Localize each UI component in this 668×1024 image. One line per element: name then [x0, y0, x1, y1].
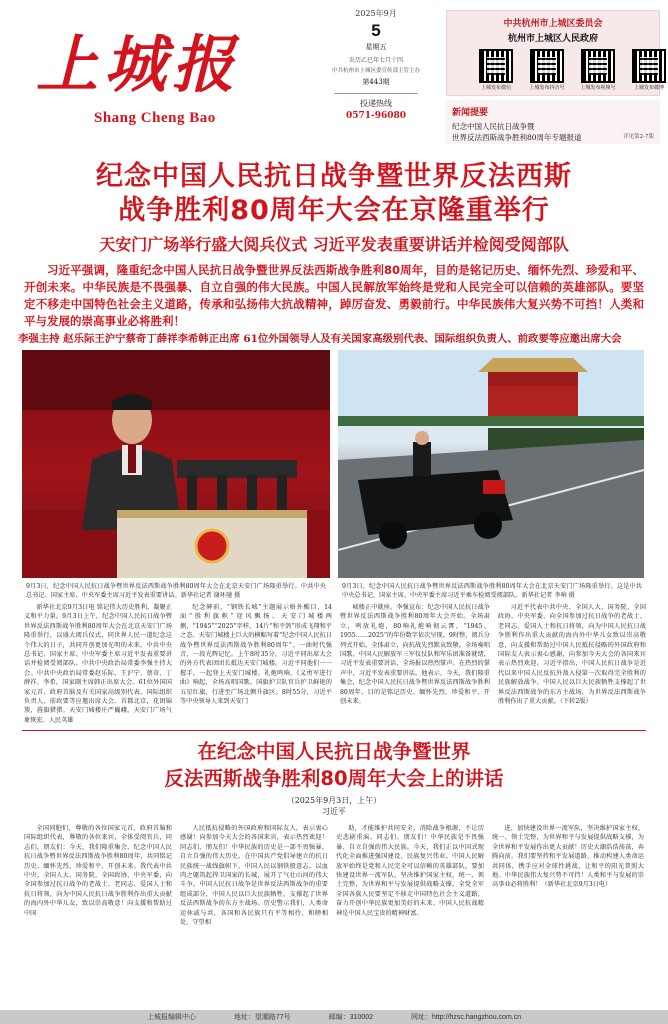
sub-headline: 天安门广场举行盛大阅兵仪式 习近平发表重要讲话并检阅受阅部队: [99, 235, 569, 254]
qr-caption: 上城发布微博: [633, 85, 664, 91]
speech-date: （2025年9月3日，上午）: [286, 796, 382, 805]
qr-item[interactable]: [530, 49, 567, 91]
qr-caption: 上城发布微信: [480, 85, 511, 91]
qr-caption: 上城发布视频号: [580, 85, 616, 91]
news-brief-box: [446, 100, 660, 144]
article-column-4: 习近平代表中共中央、全国人大、国务院、全国政协、中央军委，向全国参加过抗日战争的老战士、老同志、爱国人士和抗日将领，向为中国人民抗日战争胜利作出重大贡献的海内外中华儿女致以崇高敬意，向支援和帮助过中国人民抵抗侵略的外国政府和国际友人表示衷心感谢，向参加今天大会的各国来宾表示热烈欢迎。习近平指出，中国人民抗日战争是近代以来中国人民反抗外敌入侵第一次取得完全胜利的民族解放战争。中国人民以巨大民族牺牲支撑起了世界反法西斯战争的东方主战场，为世界反法西斯战争胜利作出了重大贡献。（下转2版）: [498, 604, 646, 706]
qr-caption: 上城发布抖音号: [529, 85, 565, 91]
news-brief-tag: 新闻提要: [452, 108, 489, 118]
date-divider: [334, 93, 418, 94]
photo-caption-1: 9月3日，纪念中国人民抗日战争暨世界反法西斯战争胜利80周年大会在北京天安门广场隆重举行。中共中央总书记、国家主席、中央军委主席习近平发表重要讲话。新华社记者 谢环驰 摄: [26, 583, 326, 599]
lunar-date: 农历乙巳年七月十四: [348, 57, 403, 64]
attendees-line: 李强主持 赵乐际王沪宁蔡奇丁薛祥李希韩正出席 61位外国领导人及有关国家高级别代表、国际组织负责人、前政要等应邀出席大会: [18, 333, 622, 345]
article-column-3: 城楼正中就座。李强宣布：纪念中国人民抗日战争暨世界反法西斯战争胜利80周年大会开始。全场肃立，鸣放礼炮，80响礼炮响彻云霄，“1945、1955……2025”的年份数字依次呈现。9时整，阅兵分列式开始。全体肃立，向抗战先烈默哀致敬。全场奏唱国歌。中国人民解放军三军仪仗队和军乐团准备就绪，习近平发表重要讲话，全场报以热烈掌声。在热烈的掌声中，习近平发表重要讲话。他表示，今天，我们隆重集会，纪念中国人民抗日战争暨世界反法西斯战争胜利80周年，目的是铭记历史、缅怀先烈、珍爱和平、开创未来。: [340, 604, 490, 706]
date-block: [322, 8, 430, 136]
speech-column-4: 进，加快建设世界一流军队，坚决维护国家主权、统一、领土完整，为世界和平与发展提供战略支撑，为全世界和平发展作出更大贡献！历史大潮浩浩荡荡，奔腾向前。我们要坚持和平发展道路，推动构建人类命运共同体，携手应对全球性挑战，让和平的阳光普照大地。中华民族伟大复兴势不可挡！人类和平与发展的崇高事业必将胜利！（新华社北京9月3日电）: [492, 825, 644, 889]
sponsor-box: [446, 10, 664, 96]
speech-headline-line-2: 反法西斯战争胜利80周年大会上的讲话: [164, 767, 504, 790]
hotline-label: 投递热线: [360, 99, 392, 108]
sponsor-line-2: 杭州市上城区人民政府: [507, 34, 598, 44]
year-month: 2025年9月: [355, 9, 397, 18]
logo-chinese: 上城报: [36, 28, 241, 101]
speech-headline-line-1: 在纪念中国人民抗日战争暨世界: [197, 740, 471, 763]
newspaper-logo: [36, 26, 246, 141]
footer-postcode: 邮编：310002: [328, 1014, 374, 1021]
logo-english: Shang Cheng Bao: [94, 110, 216, 126]
photo-parade-illustration: [338, 350, 644, 578]
weekday: 星期五: [365, 43, 387, 51]
publisher: 中共杭州市上城区委宣传部主管主办: [331, 68, 420, 74]
speech-column-2: 人民抵抗侵略的外国政府和国际友人，表示衷心感谢！向参加今天大会的各国来宾，表示热烈欢迎！同志们、朋友们！中华民族的历史是一部不畏强暴、自立自强的伟大历史。在中国共产党倡导建立的抗日民族统一战线旗帜下，中国人民以钢铁般意志，以血肉之躯筑起捍卫国家的长城，展开了气壮山河的伟大斗争。中国人民抗日战争是世界反法西斯战争的重要组成部分，中国人民以巨大民族牺牲，支撑起了世界反法西斯战争的东方主战场。历史警示我们，人类命运休戚与共，各国和各民族只有平等相待、和睦相处、守望相: [180, 825, 328, 927]
footer-website[interactable]: 网址：http://hzsc.hangzhou.com.cn: [411, 1014, 522, 1021]
qr-code-icon[interactable]: [581, 49, 615, 83]
speech-column-1: 全国同胞们，尊敬的各位国家元首、政府首脑和国际组织代表，尊敬的各位来宾，全体受阅官兵，同志们，朋友们：今天，我们隆重集会，纪念中国人民抗日战争暨世界反法西斯战争胜利80周年，共同铭记历史、缅怀先烈、珍爱和平、开创未来。我代表中共中央、全国人大、国务院、全国政协、中央军委，向全国参加过抗日战争的老战士、老同志、爱国人士和抗日将领，向为中国人民抗日战争胜利作出重大贡献的海内外中华儿女，致以崇高敬意！向支援和帮助过中国: [24, 825, 172, 917]
photo-parade: [338, 350, 644, 578]
speech-column-3: 助，才能维护共同安全，消除战争根源，不让历史悲剧重演。同志们、朋友们！中华民族是不畏强暴、自立自强的伟大民族。今天，我们正以中国式现代化全面推进强国建设、民族复兴伟业。中国人民解放军始终是党和人民完全可以信赖的英雄部队，要加快建设世界一流军队，坚决维护国家主权、统一、领土完整，为世界和平与发展提供战略支撑。全党全军全国各族人民要坚定不移走中国特色社会主义道路，奋力开创中华民族更加美好的未来。中国人民抗战精神是中国人民宝贵的精神财富。: [336, 825, 484, 917]
speech-author: 习近平: [322, 807, 346, 816]
footer-editor: 上城报编辑中心: [146, 1014, 196, 1021]
qr-code-icon[interactable]: [530, 49, 564, 83]
qr-item[interactable]: [581, 49, 618, 91]
article-column-2: 纪念碑前，“钢铁长城”主题展示格外醒目，14面“胜利旗帜”迎风飘扬。天安门城楼两侧，“1945”“2025”字样，14片“和平鸽”形成飞翔和平之态。天安门城楼上巨大的横幅写着“纪念中国人民抗日战争暨世界反法西斯战争胜利80周年”。一曲时代强音，一段光辉记忆。上午8时35分，习近平同出席大会的外方代表团团长抵达天安门城楼。习近平同他们一一握手，一起登上天安门城楼。礼炮鸣响，《义勇军进行曲》响起，全场高唱国歌。国旗护卫队官兵护卫鲜艳的五星红旗，行进至广场北侧升旗区。8时55分，习近平等中央领导人来到天安门: [180, 604, 332, 706]
news-brief-see-page[interactable]: 详见第2-7版: [623, 134, 654, 140]
masthead: [0, 0, 668, 150]
sponsor-line-1: 中共杭州市上城区委员会: [503, 19, 603, 29]
news-brief-item[interactable]: 世界反法西斯战争胜利80周年专题报道: [452, 133, 582, 142]
day-number: 5: [371, 21, 381, 40]
section-divider: [22, 730, 646, 731]
speech-headline: [0, 738, 668, 792]
photo-speech-illustration: [22, 350, 330, 578]
photo-speech: [22, 350, 330, 578]
main-headline-line-2: 战争胜利80周年大会在京隆重举行: [118, 195, 550, 226]
photo-caption-2: 9月3日，纪念中国人民抗日战争暨世界反法西斯战争胜利80周年大会在北京天安门广场隆重举行。这是中共中央总书记、国家主席、中央军委主席习近平乘车检阅受阅部队。新华社记者 李响 摄: [342, 583, 642, 599]
qr-item[interactable]: [632, 49, 668, 91]
qr-code-icon[interactable]: [632, 49, 666, 83]
footer-bar: [0, 1010, 668, 1024]
footer-address: 地址：望潮路77号: [233, 1014, 291, 1021]
issue-number: 第443期: [362, 78, 390, 86]
qr-item[interactable]: [479, 49, 516, 91]
lead-paragraph: 习近平强调，隆重纪念中国人民抗日战争暨世界反法西斯战争胜利80周年，目的是铭记历史、缅怀先烈、珍爱和平、开创未来。中华民族是不畏强暴、自立自强的伟大民族。中国人民解放军始终是党和人民完全可以信赖的英雄部队。要坚定不移走中国特色社会主义道路，传承和弘扬伟大抗战精神，踔厉奋发、勇毅前行。中华民族伟大复兴势不可挡！人类和平与发展的崇高事业必将胜利！: [24, 263, 644, 328]
main-headline-line-1: 纪念中国人民抗日战争暨世界反法西斯: [96, 161, 572, 192]
article-column-1: 新华社北京9月3日电 铭记伟大历史胜利，凝聚正义和平力量。9月3日上午，纪念中国人民抗日战争暨世界反法西斯战争胜利80周年大会在北京天安门广场隆重举行，以盛大阅兵仪式，同世界人民一道纪念这个伟大的日子，共同开创更加光明的未来。中共中央总书记、国家主席、中央军委主席习近平发表重要讲话并检阅受阅部队。中共中央政治局常委李强主持大会。中共中央政治局常委赵乐际、王沪宁、蔡奇、丁薛祥、李希，国家副主席韩正出席大会。61位外国国家元首、政府首脑及有关国家高级别代表、国际组织负责人、前政要等应邀出席大会。首都北京，花团锦簇，旌旗猎猎。天安门城楼庄严巍峨，天安门广场气象恢宏。人民英雄: [24, 604, 172, 724]
news-brief-item[interactable]: 纪念中国人民抗日战争暨: [452, 122, 535, 131]
qr-code-row: [479, 49, 668, 91]
hotline-number: 0571-96080: [345, 111, 407, 121]
main-headline: [0, 160, 668, 228]
qr-code-icon[interactable]: [479, 49, 513, 83]
